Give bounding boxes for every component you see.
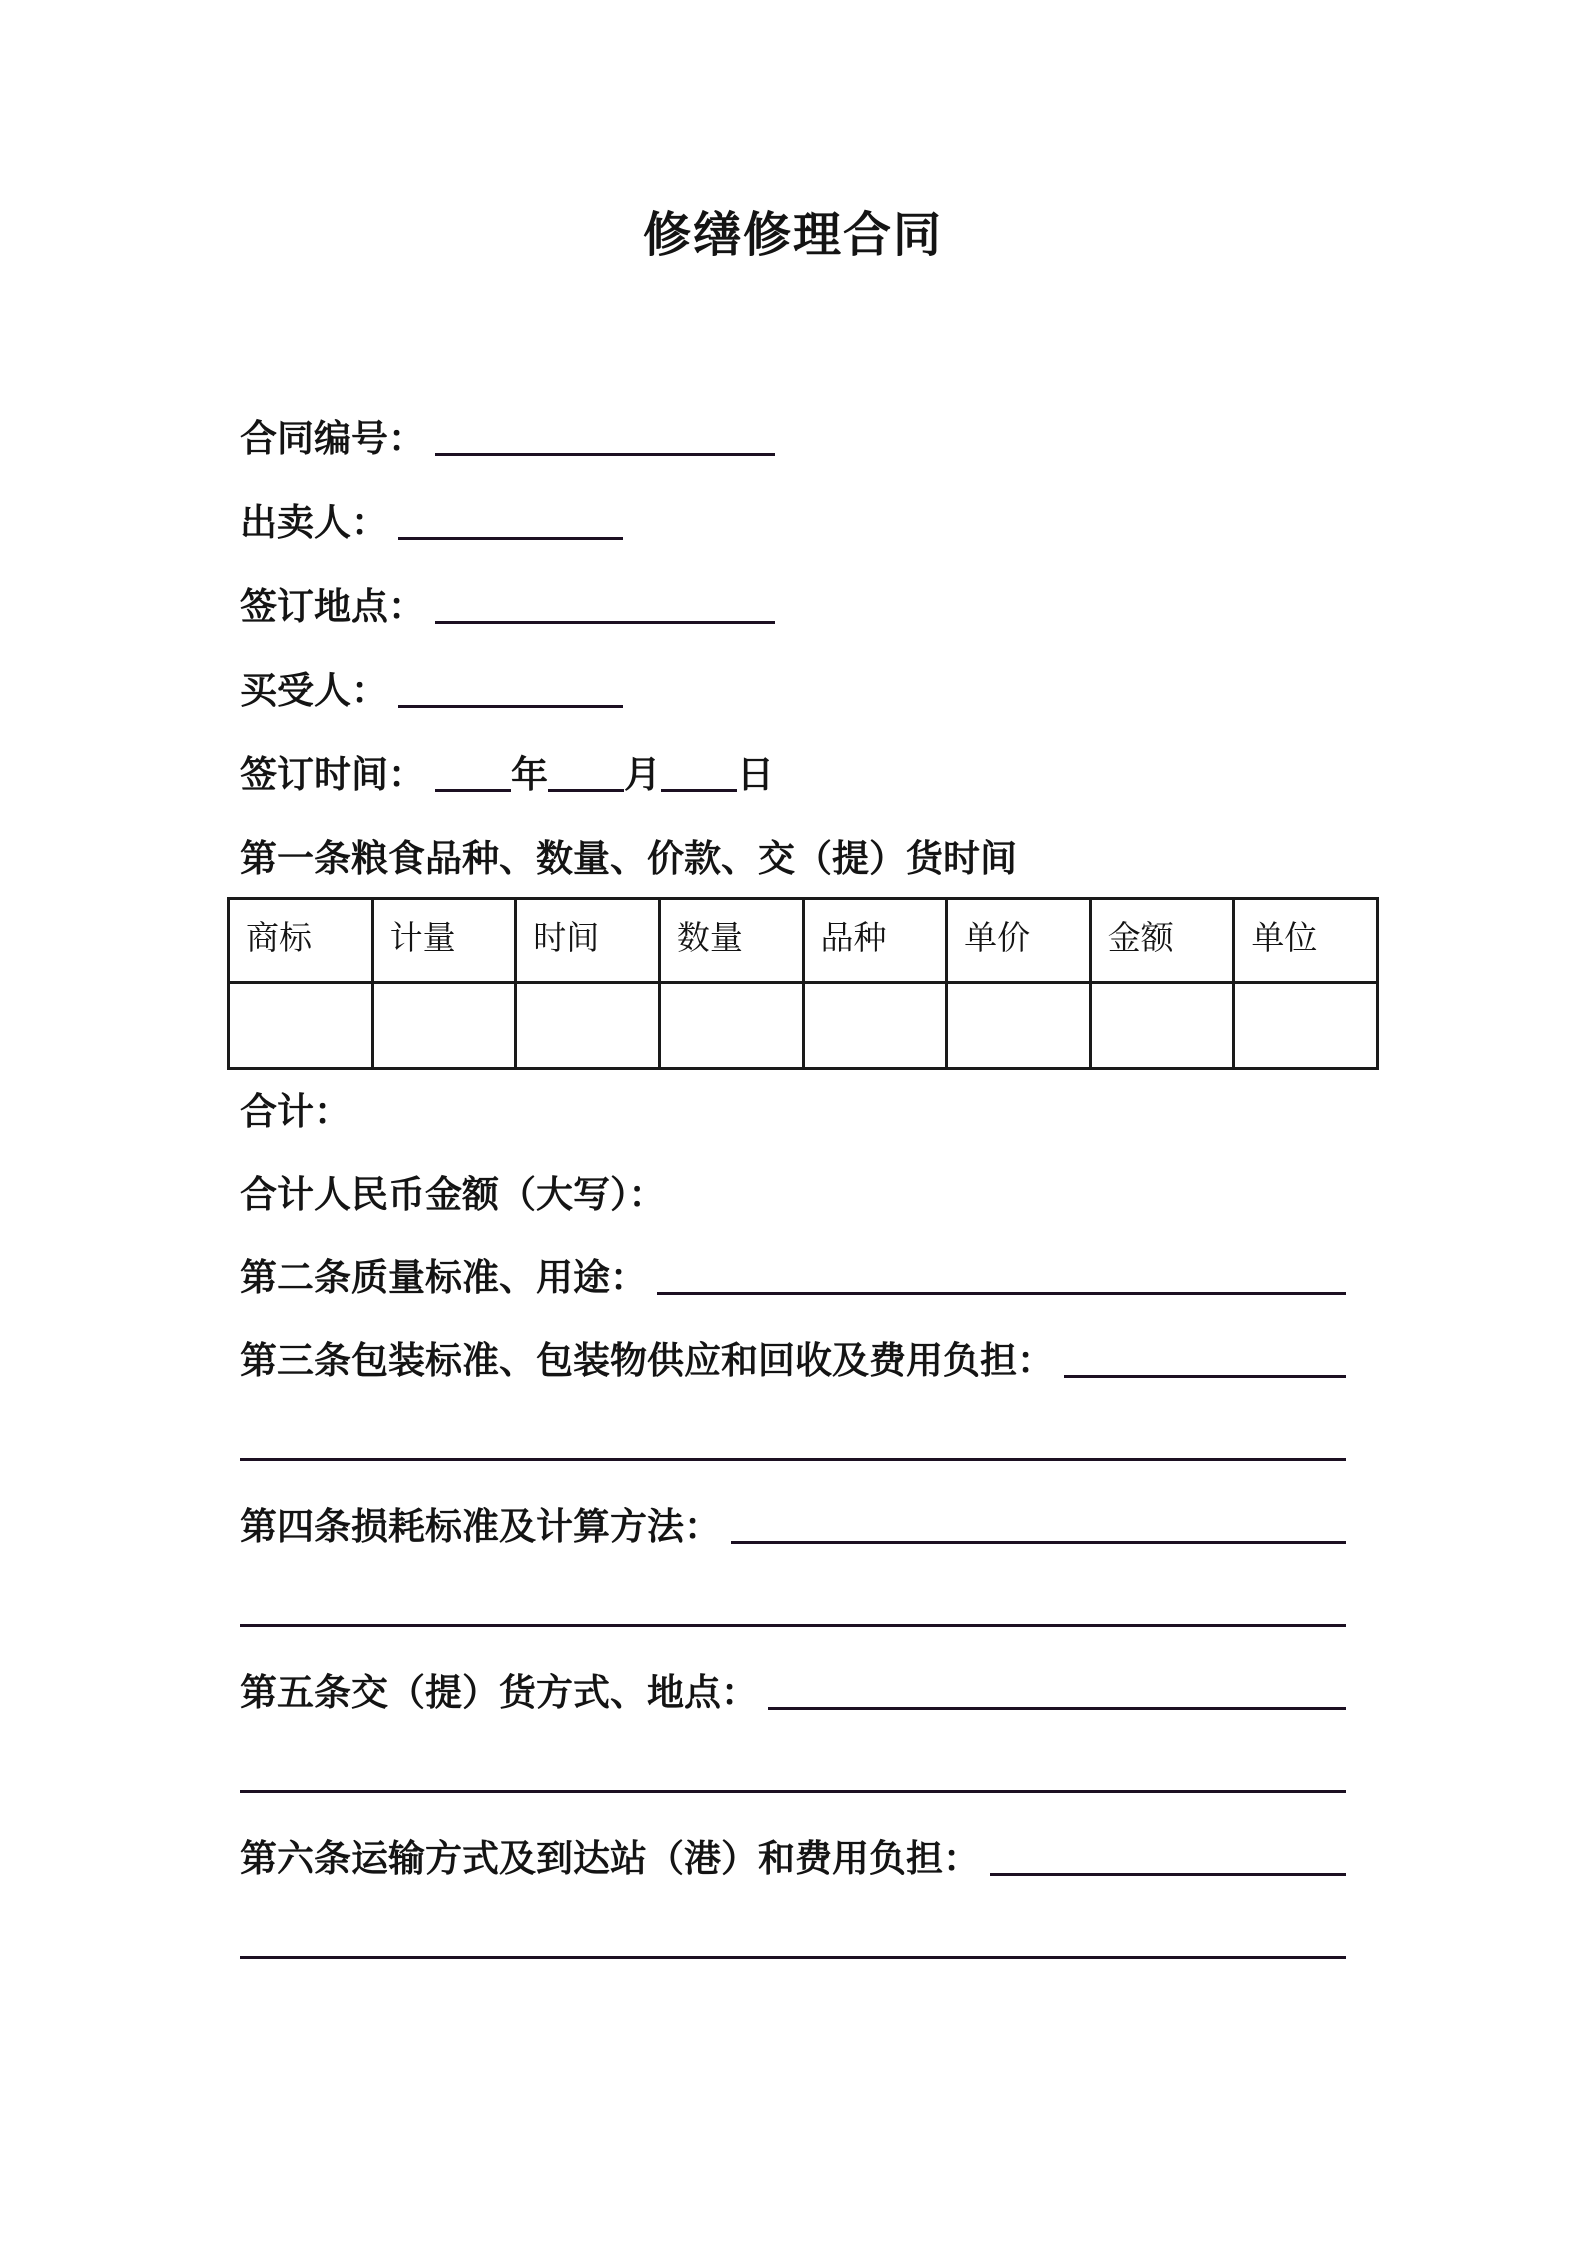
goods-table-header [229,899,1378,983]
header-fields [240,378,1346,882]
column-header-variety: 品种 [803,899,947,983]
column-header-time: 时间 [516,899,660,983]
article-5-continuation [240,1716,1346,1799]
signing-place-field [240,546,1346,630]
column-header-amount: 金额 [1090,899,1234,983]
signing-date-day-blank [661,788,737,792]
article-4-continuation [240,1550,1346,1633]
goods-table-header-row [229,899,1378,983]
buyer-blank [398,704,623,708]
article-2-blank [657,1291,1346,1295]
signing-date-label: 签订时间： [240,753,425,795]
article-5-clause [240,1633,1346,1716]
column-header-trademark: 商标 [229,899,373,983]
article-4-clause [240,1467,1346,1550]
article-3-continuation [240,1384,1346,1467]
article-4-label: 第四条损耗标准及计算方法： [240,1505,721,1547]
article-5-blank [768,1706,1346,1710]
seller-label: 出卖人： [240,501,388,543]
article-6-label: 第六条运输方式及到达站（港）和费用负担： [240,1837,980,1879]
month-suffix: 月 [624,753,661,795]
buyer-label: 买受人： [240,669,388,711]
buyer-field [240,630,1346,714]
day-suffix: 日 [737,753,774,795]
column-header-unit-price: 单价 [947,899,1091,983]
goods-table [227,897,1379,1070]
column-header-quantity: 数量 [659,899,803,983]
clauses-section [240,1052,1346,1965]
total-label: 合计： [240,1090,351,1132]
article-6-continuation [240,1882,1346,1965]
article-2-label: 第二条质量标准、用途： [240,1256,647,1298]
continuation-line [240,1955,1346,1959]
article-3-label: 第三条包装标准、包装物供应和回收及费用负担： [240,1339,1054,1381]
total-amount-words-label: 合计人民币金额（大写）： [240,1173,666,1215]
column-header-unit: 单位 [1234,899,1378,983]
article-4-blank [731,1540,1346,1544]
contract-number-label: 合同编号： [240,417,425,459]
article-2-clause [240,1218,1346,1301]
column-header-measure: 计量 [372,899,516,983]
signing-place-label: 签订地点： [240,585,425,627]
signing-date-month-blank [548,788,624,792]
contract-number-field [240,378,1346,462]
signing-place-blank [435,620,775,624]
total-amount-words-row [240,1135,1346,1218]
continuation-line [240,1789,1346,1793]
continuation-line [240,1623,1346,1627]
document-body [0,378,1586,1965]
article-6-blank [990,1872,1346,1876]
contract-number-blank [435,452,775,456]
signing-date-year-blank [435,788,511,792]
year-suffix: 年 [511,753,548,795]
continuation-line [240,1457,1346,1461]
total-row [240,1052,1346,1135]
article-3-clause [240,1301,1346,1384]
article-1-heading: 第一条粮食品种、数量、价款、交（提）货时间 [240,837,1017,879]
signing-date-field [240,714,1346,798]
article-5-label: 第五条交（提）货方式、地点： [240,1671,758,1713]
article-6-clause [240,1799,1346,1882]
seller-blank [398,536,623,540]
seller-field [240,462,1346,546]
document-title: 修缮修理合同 [642,209,943,262]
article-3-blank [1064,1374,1346,1378]
